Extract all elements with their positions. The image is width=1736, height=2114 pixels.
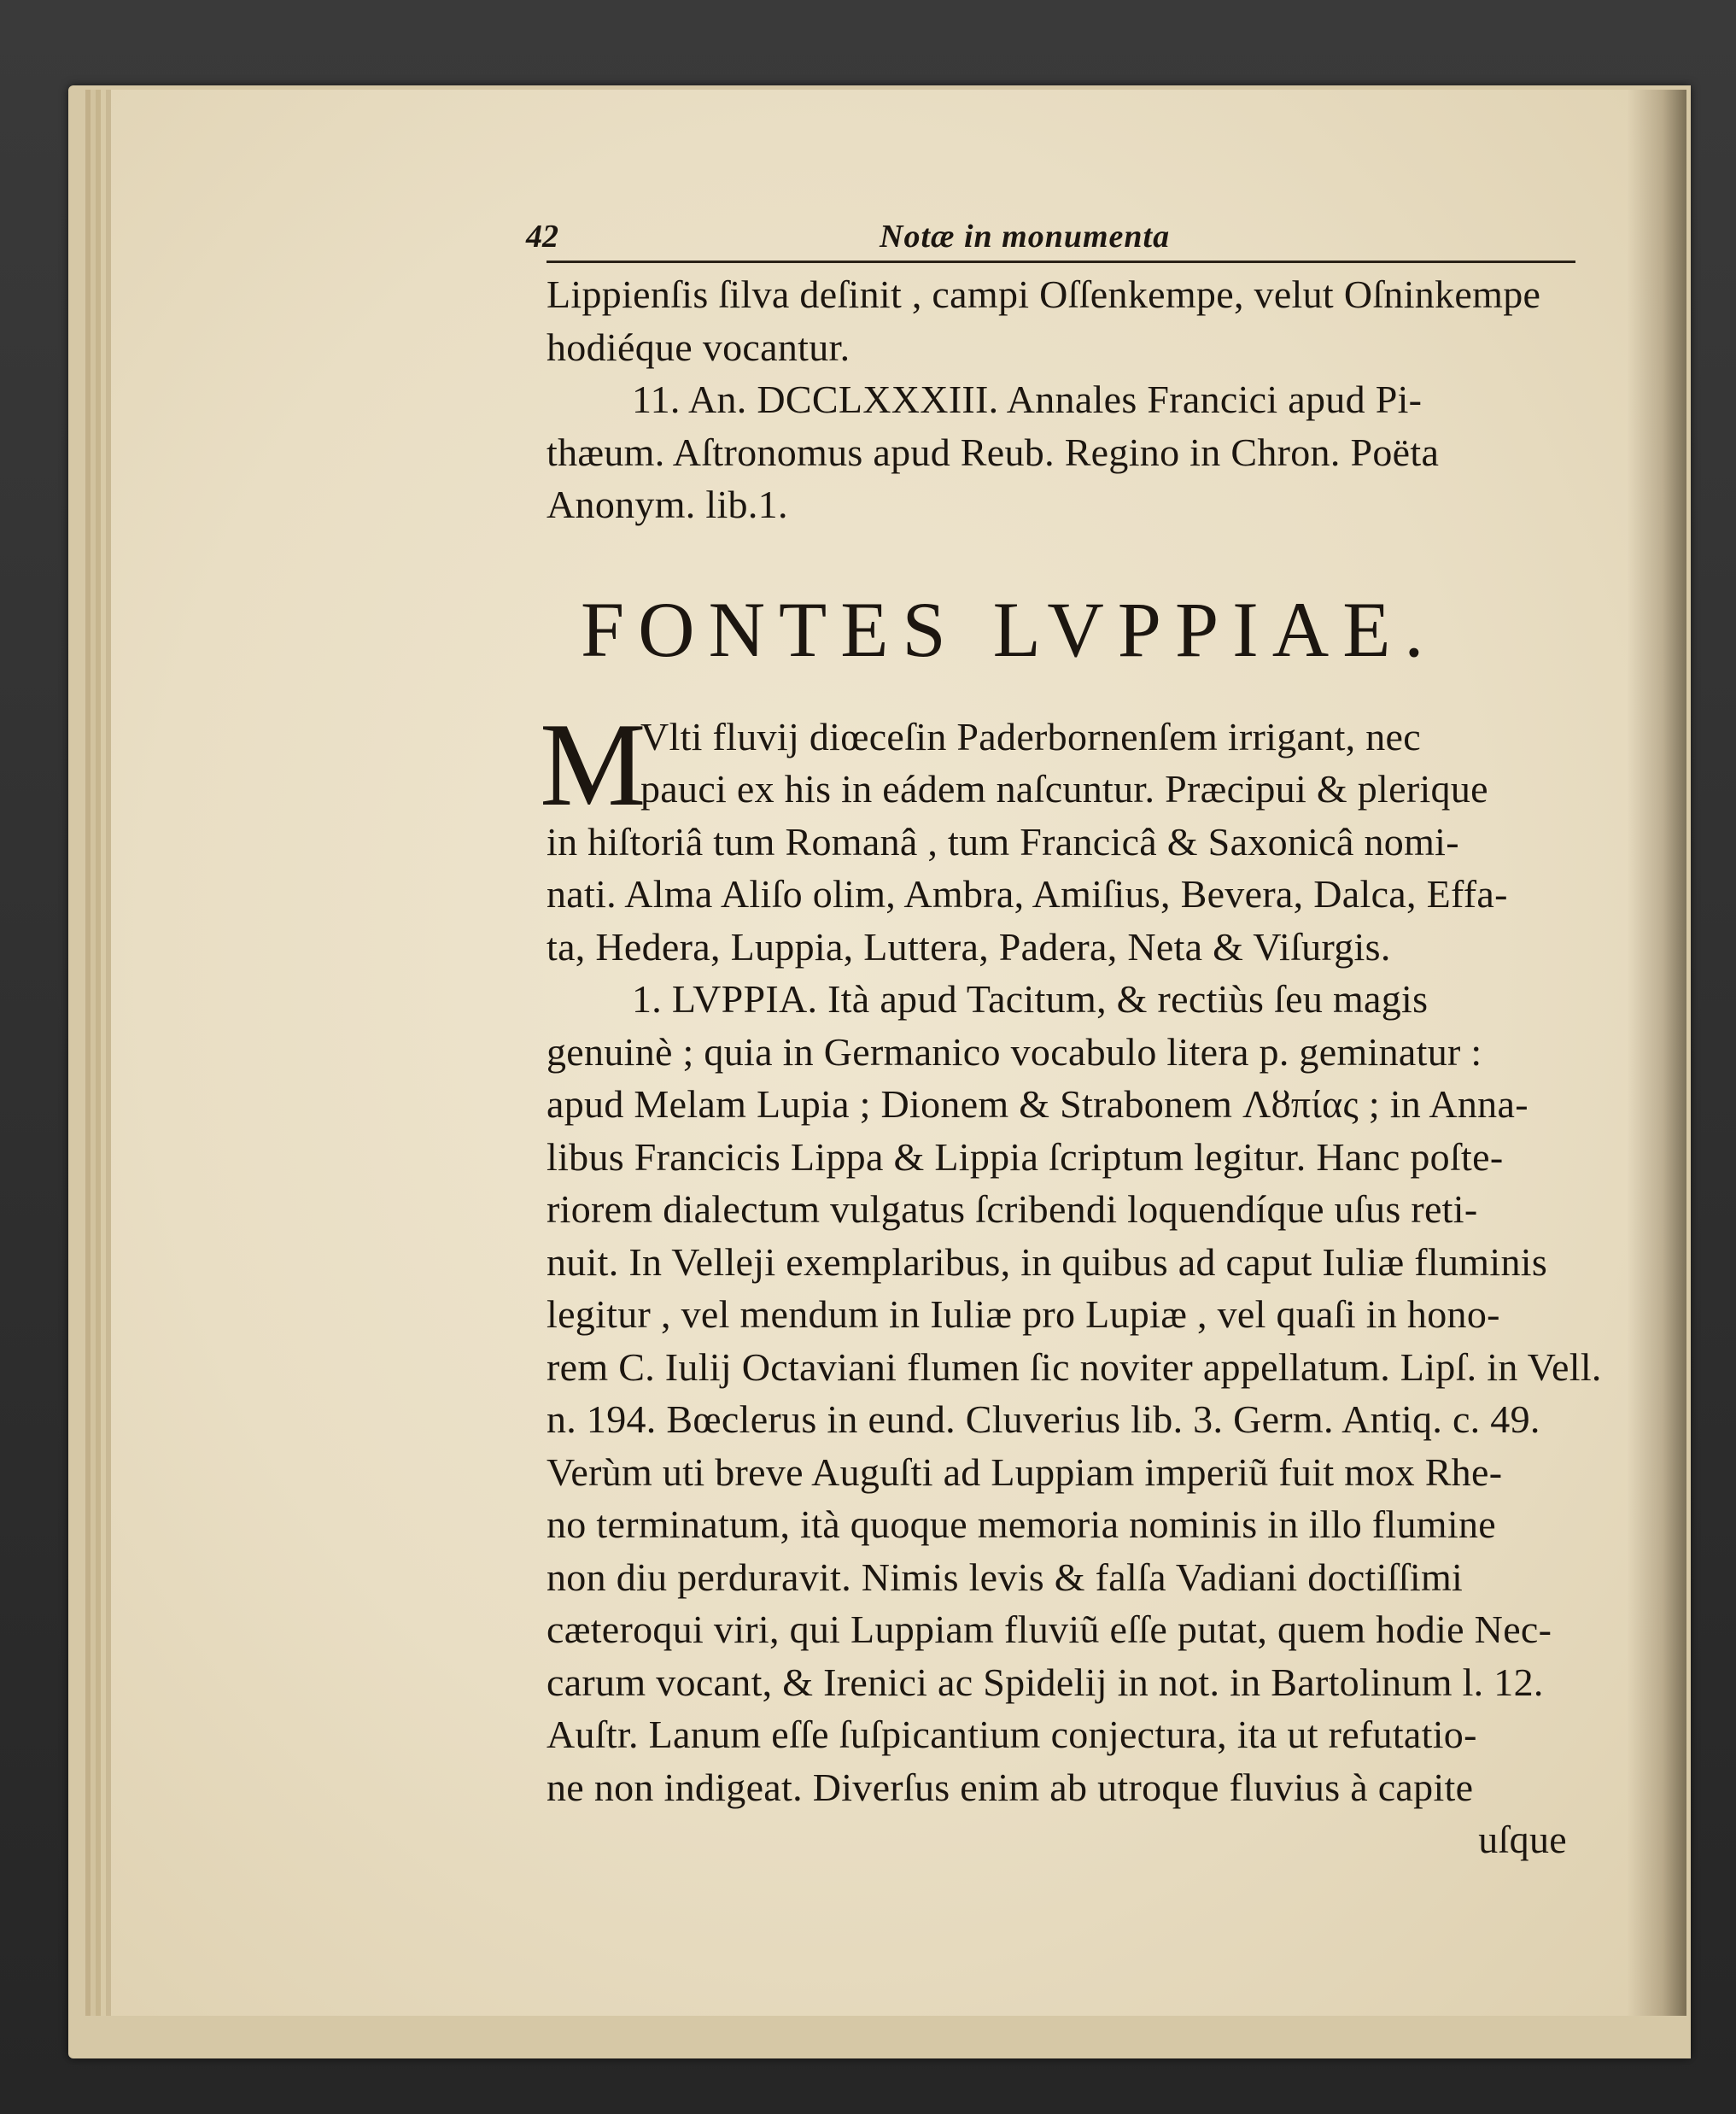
- drop-cap: M: [540, 698, 646, 831]
- section-heading: FONTES LVPPIAE.: [581, 585, 1438, 673]
- text-line: genuinè ; quia in Germanico vocabulo litera p. geminatur :: [547, 1029, 1482, 1074]
- page-header: [526, 218, 1575, 263]
- text-line: Vlti fluvij diœceſin Paderbornenſem irrigant, nec: [640, 714, 1421, 758]
- text-line: in hiſtoriâ tum Romanâ , tum Francicâ & Saxonicâ nomi-: [547, 819, 1459, 864]
- text-line: legitur , vel mendum in Iuliæ pro Lupiæ , vel quaſi in hono-: [547, 1292, 1500, 1336]
- text-line: Verùm uti breve Auguſti ad Luppiam imperiũ fuit mox Rhe-: [547, 1449, 1503, 1494]
- text-line: 11. An. DCCLXXXIII. Annales Francici apud Pi-: [632, 378, 1423, 421]
- text-line: ta, Hedera, Luppia, Luttera, Padera, Neta & Viſurgis.: [547, 924, 1391, 969]
- text-line: rem C. Iulij Octaviani flumen ſic noviter appellatum. Lipſ. in Vell.: [547, 1344, 1602, 1389]
- text-line: cæteroqui viri, qui Luppiam fluviũ eſſe putat, quem hodie Nec-: [547, 1607, 1552, 1651]
- text-line: apud Melam Lupia ; Dionem & Strabonem Λȣπίας ; in Anna-: [547, 1082, 1528, 1126]
- page-number: 42: [526, 219, 558, 255]
- text-line: pauci ex his in eádem naſcuntur. Præcipui & plerique: [640, 767, 1488, 811]
- text-line: Anonym. lib.1.: [547, 483, 788, 526]
- text-line: libus Francicis Lippa & Lippia ſcriptum legitur. Hanc poſte-: [547, 1134, 1504, 1179]
- text-line: Lippienſis ſilva deſinit , campi Oſſenkempe, velut Oſninkempe: [547, 272, 1541, 316]
- text-line: ne non indigeat. Diverſus enim ab utroque fluvius à capite: [547, 1765, 1474, 1809]
- page-gutter-shadow: [1627, 90, 1686, 2016]
- catchword: uſque: [1478, 1818, 1567, 1861]
- text-line: hodiéque vocantur.: [547, 325, 850, 369]
- text-line: non diu perduravit. Nimis levis & falſa Vadiani doctiſſimi: [547, 1555, 1464, 1599]
- section-body: [540, 698, 1602, 1866]
- text-line: no terminatum, ità quoque memoria nominis in illo flumine: [547, 1502, 1496, 1546]
- text-line: nati. Alma Aliſo olim, Ambra, Amiſius, Bevera, Dalca, Effa-: [547, 872, 1508, 916]
- text-line: carum vocant, & Irenici ac Spidelij in not. in Bartolinum l. 12.: [547, 1660, 1544, 1704]
- text-line: 1. LVPPIA. Ità apud Tacitum, & rectiùs ſeu magis: [632, 977, 1429, 1021]
- text-line: thæum. Aſtronomus apud Reub. Regino in Chron. Poëta: [547, 430, 1440, 474]
- text-line: riorem dialectum vulgatus ſcribendi loquendíque uſus reti-: [547, 1187, 1478, 1231]
- intro-text: [547, 268, 1575, 531]
- text-line: n. 194. Bœclerus in eund. Cluverius lib. 3. Germ. Antiq. c. 49.: [547, 1397, 1540, 1441]
- text-line: nuit. In Velleji exemplaribus, in quibus ad caput Iuliæ fluminis: [547, 1239, 1548, 1284]
- running-title: Notæ in monumenta: [880, 219, 1171, 255]
- text-block: [526, 218, 1602, 1866]
- text-line: Auſtr. Lanum eſſe ſuſpicantium conjectura, ita ut refutatio-: [547, 1713, 1477, 1756]
